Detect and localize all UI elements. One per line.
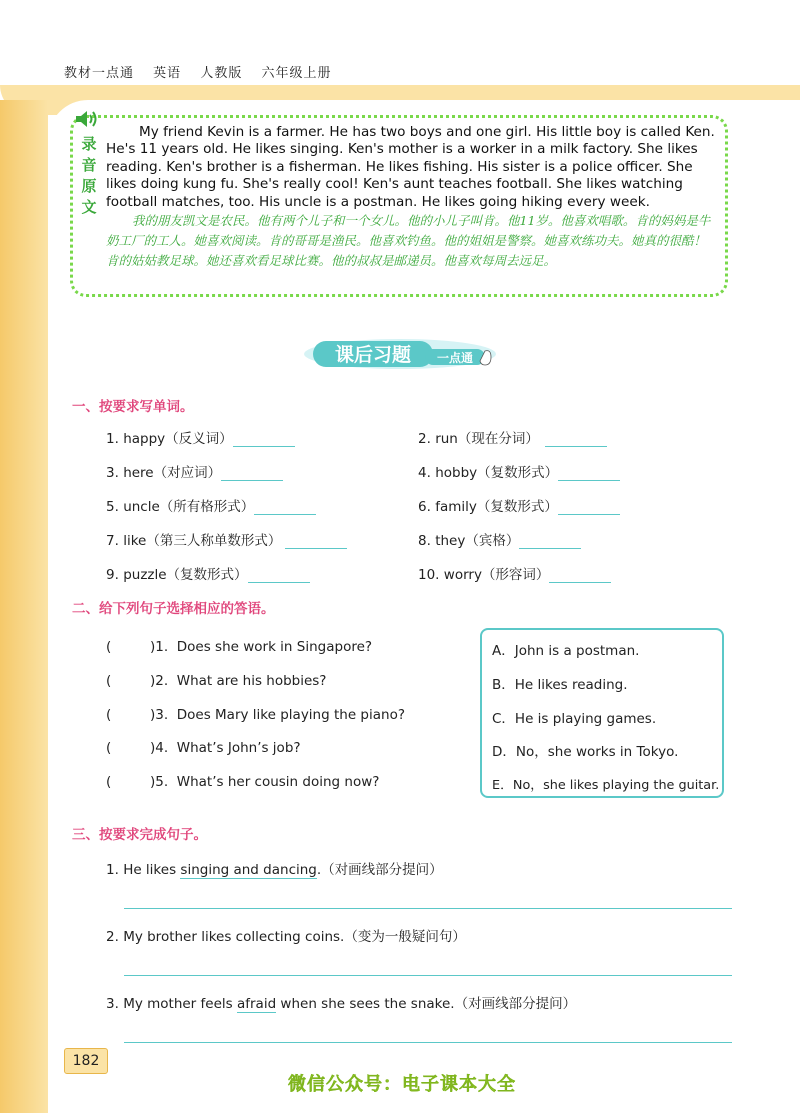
word-item-1: 1. happy（反义词）: [106, 427, 295, 447]
page-number: 182: [64, 1048, 108, 1074]
word-item-7: 7. like（第三人称单数形式）: [106, 529, 347, 549]
answer-blank[interactable]: [519, 534, 581, 549]
answer-option-c: C．He is playing games.: [492, 711, 657, 727]
word-item-3: 3. here（对应词）: [106, 461, 283, 481]
speaker-icon: [74, 108, 98, 130]
match-question-5: ( )5. What’s her cousin doing now?: [106, 774, 380, 790]
transcript-english: My friend Kevin is a farmer. He has two boys and one girl. His little boy is called Ken. He's 11 years old. He likes singing. Ken's mother is a worker in a milk factory. She likes reading. Ken's brother is a fisherman. He likes fishing. His sister is a police officer. She likes doing kung fu. She's really cool! Ken's aunt teaches football. She likes watching football matches, too. His uncle is a postman. He likes going hiking every week.: [106, 124, 715, 210]
answer-blank[interactable]: [558, 466, 620, 481]
match-question-4: ( )4. What’s John’s job?: [106, 740, 301, 756]
section3-title: 三、按要求完成句子。: [72, 827, 207, 843]
section1-title: 一、按要求写单词。: [72, 399, 194, 415]
match-question-2: ( )2. What are his hobbies?: [106, 673, 327, 689]
transcript-label: 录 音 原 文: [81, 135, 97, 216]
sentence-item-3: 3. My mother feels afraid when she sees the snake.（对画线部分提问）: [106, 996, 577, 1012]
answer-blank[interactable]: [248, 568, 310, 583]
header-subject: 英语: [153, 66, 182, 81]
word-item-4: 4. hobby（复数形式）: [418, 461, 620, 481]
answer-blank[interactable]: [254, 500, 316, 515]
answer-option-e: E．No，she likes playing the guitar.: [492, 778, 720, 793]
section2-title: 二、给下列句子选择相应的答语。: [72, 601, 275, 617]
page-left-band: [0, 100, 48, 1113]
answer-blank[interactable]: [549, 568, 611, 583]
match-question-3: ( )3. Does Mary like playing the piano?: [106, 707, 405, 723]
word-item-8: 8. they（宾格）: [418, 529, 581, 549]
answer-blank[interactable]: [233, 432, 295, 447]
word-item-6: 6. family（复数形式）: [418, 495, 620, 515]
exercise-banner: [303, 335, 498, 371]
answer-line-1[interactable]: [124, 908, 732, 909]
footer-watermark: 微信公众号：电子课本大全: [288, 1074, 516, 1095]
page-header: [64, 62, 345, 81]
banner-title: 课后习题: [334, 344, 412, 366]
header-book: 教材一点通: [64, 66, 135, 81]
match-question-1: ( )1. Does she work in Singapore?: [106, 639, 373, 655]
answer-blank[interactable]: [285, 534, 347, 549]
answer-blank[interactable]: [545, 432, 607, 447]
banner-tag: 一点通: [436, 351, 474, 365]
word-item-2: 2. run（现在分词）: [418, 427, 607, 447]
answer-line-3[interactable]: [124, 1042, 732, 1043]
answer-option-d: D．No，she works in Tokyo.: [492, 744, 679, 760]
transcript-chinese: 我的朋友凯文是农民。他有两个儿子和一个女儿。他的小儿子叫肯。他11岁。他喜欢唱歌。肯的妈妈是牛奶工厂的工人。她喜欢阅读。肯的哥哥是渔民。他喜欢钓鱼。他的姐姐是警察。她喜欢练功夫。她真的很酷！肯的姑姑教足球。她还喜欢看足球比赛。他的叔叔是邮递员。他喜欢每周去远足。: [106, 213, 711, 268]
word-item-9: 9. puzzle（复数形式）: [106, 563, 310, 583]
answer-blank[interactable]: [221, 466, 283, 481]
answer-line-2[interactable]: [124, 975, 732, 976]
answer-option-b: B．He likes reading.: [492, 677, 628, 693]
word-item-10: 10. worry（形容词）: [418, 563, 611, 583]
header-edition: 人教版: [200, 66, 243, 81]
sentence-item-2: 2. My brother likes collecting coins.（变为一般疑问句）: [106, 929, 466, 945]
answer-option-a: A．John is a postman.: [492, 643, 640, 659]
sentence-item-1: 1. He likes singing and dancing.（对画线部分提问）: [106, 862, 443, 878]
header-grade: 六年级上册: [261, 66, 332, 81]
word-item-5: 5. uncle（所有格形式）: [106, 495, 316, 515]
answer-blank[interactable]: [558, 500, 620, 515]
